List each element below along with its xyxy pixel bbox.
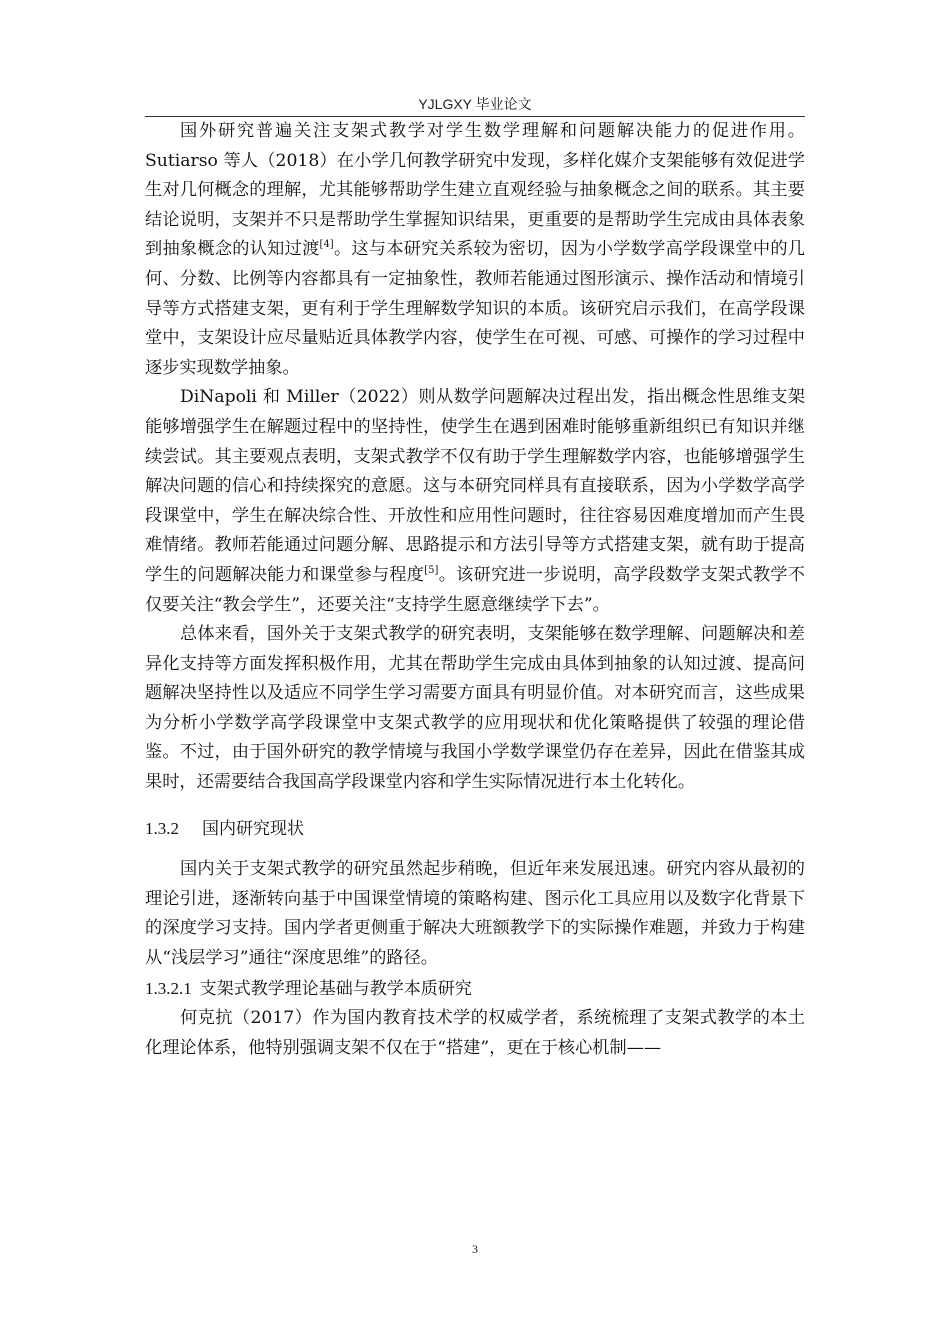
page-number: 3: [472, 1242, 478, 1256]
paragraph-domestic-overview: 国内关于支架式教学的研究虽然起步稍晚，但近年来发展迅速。研究内容从最初的理论引进，逐渐转向基于中国课堂情境的策略构建、图示化工具应用以及数字化背景下的深度学习支持。国内学者更侧重于解决大班额教学下的实际操作难题，并致力于构建从“浅层学习”通往“深度思维”的路径。: [145, 859, 805, 969]
paragraph-foreign-summary: [145, 620, 805, 798]
document-body: [145, 117, 805, 1063]
paragraph-text: 国外研究普遍关注支架式教学对学生数学理解和问题解决能力的促进作用。Sutiarso 等人（2018）在小学几何教学研究中发现，多样化媒介支架能够有效促进学生对几何概念的理解，尤其能够帮助学生建立直观经验与抽象概念之间的联系。其主要结论说明，支架并不只是帮助学生掌握知识结果，更重要的是帮助学生完成由具体表象到抽象概念的认知过渡: [145, 121, 805, 260]
paragraph-text: 。这与本研究关系较为密切，因为小学数学高学段课堂中的几何、分数、比例等内容都具有一定抽象性，教师若能通过图形演示、操作活动和情境引导等方式搭建支架，更有利于学生理解数学知识的本质。该研究启示我们，在高学段课堂中，支架设计应尽量贴近具体教学内容，使学生在可视、可感、可操作的学习过程中逐步实现数学抽象。: [145, 239, 805, 378]
paragraph-he-kekang: 何克抗（2017）作为国内教育技术学的权威学者，系统梳理了支架式教学的本土化理论体系，他特别强调支架不仅在于“搭建”，更在于核心机制——: [145, 1008, 805, 1058]
running-header: YJLGXY 毕业论文: [418, 96, 532, 112]
subsection-number: 1.3.2.1: [145, 978, 192, 998]
citation-4: [4]: [319, 239, 334, 251]
citation-5: [5]: [424, 564, 439, 576]
section-number: 1.3.2: [145, 818, 179, 838]
subsection-heading: [145, 974, 805, 1005]
paragraph-text: DiNapoli 和 Miller（2022）则从数学问题解决过程出发，指出概念性思维支架能够增强学生在解题过程中的坚持性，使学生在遇到困难时能够重新组织已有知识并继续尝试。其主要观点表明，支架式教学不仅有助于学生理解数学内容，也能够增强学生解决问题的信心和持续探究的意愿。这与本研究同样具有直接联系，因为小学数学高学段课堂中，学生在解决综合性、开放性和应用性问题时，往往容易因难度增加而产生畏难情绪。教师若能通过问题分解、思路提示和方法引导等方式搭建支架，就有助于提高学生的问题解决能力和课堂参与程度: [145, 387, 805, 585]
paragraph-foreign-problem-solving: [145, 383, 805, 620]
paragraph-foreign-geometry: [145, 117, 805, 383]
paragraph-text: 总体来看，国外关于支架式教学的研究表明，支架能够在数学理解、问题解决和差异化支持等方面发挥积极作用，尤其在帮助学生完成由具体到抽象的认知过渡、提高问题解决坚持性以及适应不同学生学习需要方面具有明显价值。对本研究而言，这些成果为分析小学数学高学段课堂中支架式教学的应用现状和优化策略提供了较强的理论借鉴。不过，由于国外研究的教学情境与我国小学数学课堂仍存在差异，因此在借鉴其成果时，还需要结合我国高学段课堂内容和学生实际情况进行本土化转化。: [145, 624, 805, 793]
section-title: 国内研究现状: [202, 818, 304, 839]
paragraph-text: 。该研究进一步说明，高学段数学支架式教学不仅要关注“教会学生”，还要关注“支持学生愿意继续学下去”。: [145, 564, 805, 615]
section-heading: [145, 814, 805, 845]
subsection-title: 支架式教学理论基础与教学本质研究: [199, 978, 472, 999]
